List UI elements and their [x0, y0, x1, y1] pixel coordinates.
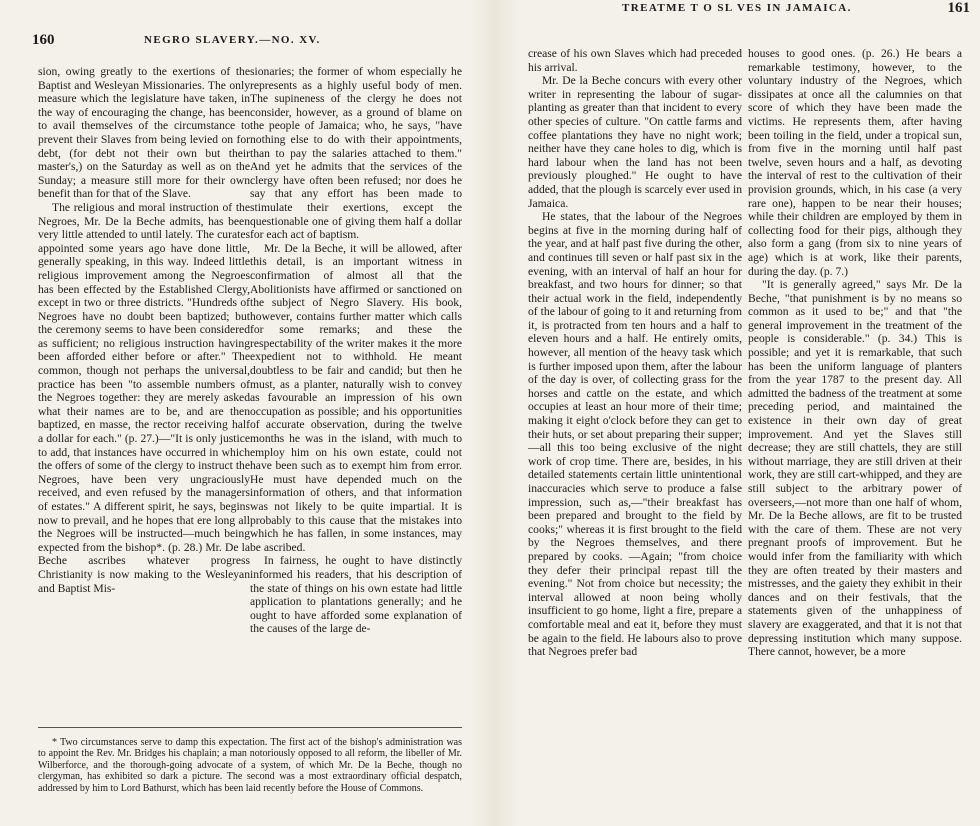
left-page-number: 160 [32, 32, 55, 48]
paragraph: Mr. De la Beche concurs with every other writer in representing the labour of sugar-planting as greater than that incident to every other species of culture. "On cattle farms and coffee plantations they have no night work; neither have they cane holes to dig, which is hard labour when the land has not been previously ploughed." He ought to have added, that the plough is scarcely ever used in Jamaica. [528, 74, 742, 210]
left-running-head [32, 34, 462, 50]
right-column-1 [528, 47, 742, 812]
paragraph: "It is generally agreed," says Mr. De la Beche, "that punishment is by no means so common as it used to be;" and that "the general improvement in the treatment of the people is considerable." (p. 34.) This is possible; and yet it is remarkable, that such has been the uniform language of planters from the year 1787 to the present day. All admitted the badness of the treatment at some preceding period, and maintained the existence in their own day of great improvement. And yet the Slaves still decrease; they are still chattels, they are still without marriage, they are still driven at their work, they are still cart-whipped, and they are still subject to the arbitrary power of overseers,—not more than one half of whom, Mr. De la Beche allows, are fit to be trusted with the care of them. These are not very pregnant proofs of improvement. But he would infer from the familiarity with which they are often treated by their masters and mistresses, and the gaiety they exhibit in their dances and on their festivals, that the statements given of the unhappiness of slavery are exaggerated, and that it is not that depressing institution which many suppose. There cannot, however, be a more [748, 278, 962, 659]
right-column-2 [748, 47, 962, 812]
paragraph: He states, that the labour of the Negroes begins at five in the morning during half of the year, and at half past five during the other, and continues till seven or half past six in the evening, with an interval of half an hour for breakfast, and two hours for dinner; so that their actual work in the field, independently of the labour of going to it and returning from it, is protracted from ten hours and a half to eleven hours and a half. He entirely omits, however, all mention of the heavy task which is further imposed upon them, after the labour of the day is over, of collecting grass for the horses and cattle on the estate, and which occupies at least an hour more of their time; making it eight o'clock before they can get to their huts, or set about preparing their supper;—all this too being exclusive of the night work of crop time. There are, besides, in his detailed statements certain little unintentional inaccuracies which serve to produce a false impression, such as,—"their breakfast has been prepared and brought to the field by cooks;" whereas it is first brought to the field by the Negroes themselves, and there prepared by cooks. —Again; "from choice they defer their principal repast till the evening." Not from choice but necessity; the interval allowed at noon being wholly insufficient to go home, light a fire, prepare a comfortable meal and eat it, before they must be again to the field. He labours also to prove that Negroes prefer bad [528, 210, 742, 659]
left-column-2 [250, 65, 462, 715]
paragraph: In fairness, he ought to have distinctly informed his readers, that his description of the state of things on his own estate had little application to plantations generally; and he ought to have afforded some explanation of the causes of the large de- [250, 554, 462, 636]
right-running-head [622, 2, 970, 18]
right-page-number: 161 [947, 0, 970, 16]
paragraph: houses to good ones. (p. 26.) He bears a remarkable testimony, however, to the voluntary industry of the Negroes, which dissipates at once all the calumnies on that score of which they have been made the victims. He represents them, after having been toiling in the field, under a tropical sun, from five in the morning until half past twelve, seven hours and a half, as devoting the interval of rest to the cultivation of their provision grounds, which, in his case (a very rare one), happen to be near their houses; while their children are employed by them in collecting food for their pigs, although they also form a gang (from six to nine years of age) which is at work, like their parents, during the day. (p. 7.) [748, 47, 962, 278]
paragraph: sion, owing greatly to the exertions of the Baptist and Wesleyan Missionaries. The only measure which the legislature have taken, in the way of encouraging the change, has been to avail themselves of the circumstance to prevent their Slaves from being levied on for debt, (for debt not their own but their master's,) on the Saturday as well as on the Sunday; a measure still more for their own benefit than for that of the Slave. [38, 65, 250, 201]
left-page [0, 0, 470, 826]
right-running-title: TREATME T O SL VES IN JAMAICA. [622, 2, 852, 14]
paragraph: Mr. De la Beche, it will be allowed, after this detail, is an important witness in confirmation of almost all that the Abolitionists have affirmed or sanctioned on the subject of Negro Slavery. His book, however, contains further matter which calls for some remarks; and these the respectability of the writer makes it the more expedient not to withhold. He meant doubtless to be fair and candid; but then he must, as a planter, naturally wish to convey as favourable an impression of his own occupation as possible; and his opportunities of accurate observation, during the twelve months he was in the island, with much to employ him on his own estate, could not have been such as to exempt him from error. He must have depended much on the information of others, and that information was not likely to be quite impartial. It is probably to this cause that the mistakes into which he has fallen, in some instances, may be ascribed. [250, 241, 462, 554]
footnote-divider [38, 727, 462, 728]
paragraph: The religious and moral instruction of the Negroes, Mr. De la Beche admits, has been very little attended to until lately. The curates appointed some years ago have done little, generally speaking, in this way. Indeed little religious improvement among the Negroes has been effected by the Established Clergy, except in two or three districts. "Hundreds of Negroes have no doubt been baptized; but the ceremony seems to have been considered as sufficient; no religious instruction having been afforded either before or after." The common, though not perhaps the universal, practice has been "to assemble numbers of the Negroes together: they are merely asked what their names are to be, and are then baptized, en masse, the rector receiving half a dollar for each." (p. 27.)—"It is only justice to add, that instances have occurred in which the offers of some of the clergy to instruct the Negroes, have been very ungraciously received, and even refused by the managers of estates." A different spirit, he says, begins now to prevail, and he hopes that ere long all the Negroes will be instructed—much being expected from the bishop*. (p. 28.) Mr. De la Beche ascribes whatever progress Christianity is now making to the Wesleyan and Baptist Mis- [38, 200, 250, 595]
book-gutter [470, 0, 520, 826]
footnote-text: * Two circumstances serve to damp this expectation. The first act of the bishop's administration was to appoint the Rev. Mr. Bridges his chaplain; a man notoriously opposed to all reform, the libeller of Mr. Wilberforce, and the thorough-going advocate of a system, of which Mr. De la Beche, though no clergyman, has exhibited so dark a picture. The second was a most extraordinary official despatch, addressed by him to Lord Bathurst, which has been laid recently before the House of Commons. [38, 737, 462, 794]
paragraph: sionaries; the former of whom especially he represents as a highly useful body of men. The supineness of the clergy he does not consider, however, as a ground of blame on the people of Jamaica; who, he says, "have nothing else to do with their appointments, than to pay the salaries attached to them." And yet he admits that the services of the clergy have often been refused; nor does he say that any effort has been made to stimulate their exertions, except the questionable one of giving them half a dollar for each act of baptism. [250, 65, 462, 242]
left-running-title: NEGRO SLAVERY.—NO. XV. [144, 34, 321, 46]
left-column-1 [38, 65, 250, 715]
paragraph: crease of his own Slaves which had preceded his arrival. [528, 47, 742, 74]
right-page [520, 0, 980, 826]
footnote [38, 737, 462, 794]
